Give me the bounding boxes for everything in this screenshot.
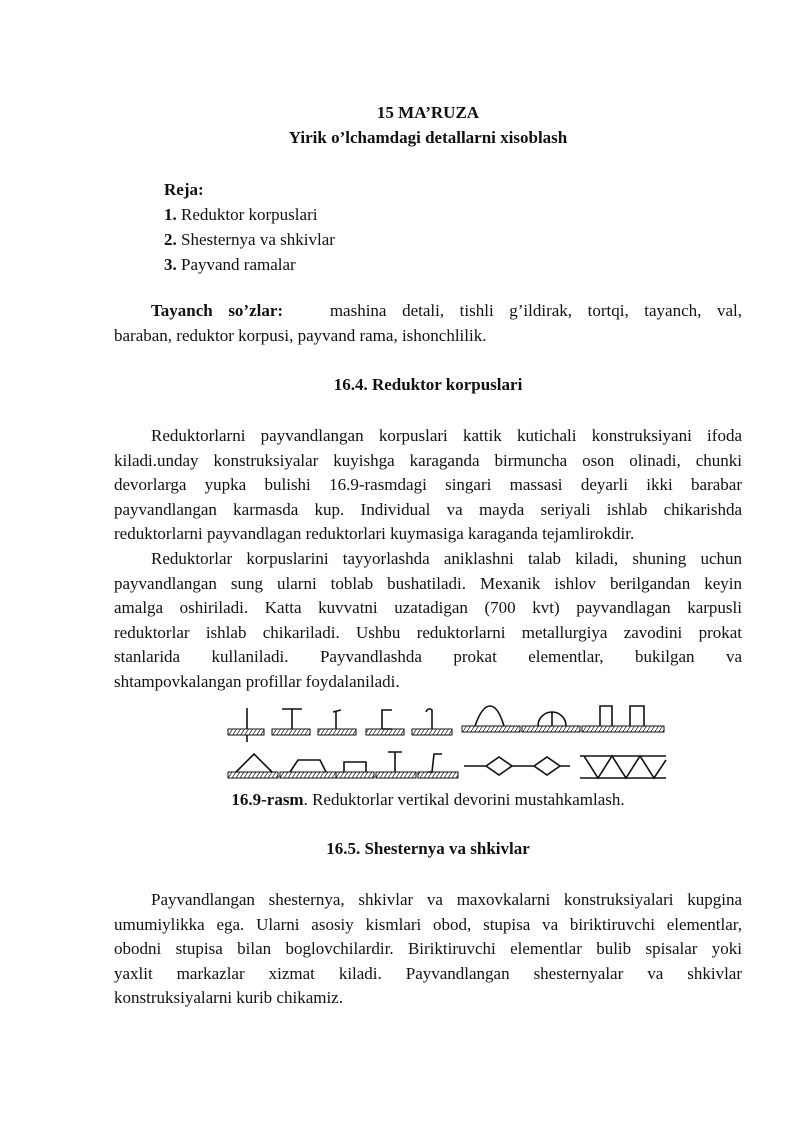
profile-flat-bar: [228, 708, 264, 742]
profile-half-pipe: [522, 712, 580, 732]
profile-zee: [418, 754, 458, 778]
profile-corrugated-truss: [580, 756, 666, 778]
profile-hat-small: [336, 762, 374, 778]
plan-item: 3. Payvand ramalar: [164, 255, 296, 274]
section-heading-reduktor: 16.4. Reduktor korpuslari: [333, 375, 523, 394]
figure-label: 16.9-rasm: [231, 790, 304, 809]
keywords-paragraph: Tayanch so’zlar: mashina detali, tishli g’ildirak, tortqi, tayanch, val, baraban, reduktor korpusi, payvand rama, ishonchlilik.: [114, 301, 742, 345]
paragraph-reduktor-1: Reduktorlarni payvandlangan korpuslari kattik kutichali konstruksiyani ifoda kiladi.unday konstruksiyalar kuyishga karaganda birmuncha oson olinadi, chunki devorlarga yupka bulishi 16.9-rasmdagi singari massasi deyarli ikki barabar payvandlangan karmasda kup. Individual va mayda seriyali ishlab chikarishda reduktorlarni payvandlagan reduktorlari kuymasiga karaganda tejamlirokdir.: [114, 426, 742, 543]
profile-bulb-flat: [412, 709, 452, 735]
plan-item: 2. Shesternya va shkivlar: [164, 230, 335, 249]
section-heading-shesternya: 16.5. Shesternya va shkivlar: [326, 839, 530, 858]
figure-caption: 16.9-rasm. Reduktorlar vertikal devorini mustahkamlash.: [231, 790, 625, 809]
lecture-title: Yirik o’lchamdagi detallarni xisoblash: [288, 128, 568, 147]
profile-inverted-tee: [376, 752, 416, 778]
paragraph-reduktor-2: Reduktorlar korpuslarini tayyorlashda aniklashni talab kiladi, shuning uchun payvandlangan sung ularni toblab bushatiladi. Mexanik ishlov berilgandan keyin amalga oshiriladi. Katta kuvvatni uzatadigan (700 kvt) payvandlagan karpusli reduktorlar ishlab chikariladi. Ushbu reduktorlarni metallurgiya zavodini prokat stanlarida kullaniladi. Payvandlashda prokat elementlar, bukilgan va shtampovkalangan profillar foydalaniladi.: [114, 549, 742, 691]
profile-diamond-tubes: [464, 757, 570, 775]
paragraph-shesternya-1: Payvandlangan shesternya, shkivlar va maxovkalarni konstruksiyalari kupgina umumiylikka ega. Ularni asosiy kismlari obod, stupisa va biriktiruvchi elementlar, obodni stupisa bilan boglovchilardir. Biriktiruvchi elementlar bulib spisalar yoki yaxlit markazlar xizmat kiladi. Payvandlangan shesternyalar va shkivlar konstruksiyalarni kurib chikamiz.: [114, 890, 742, 1007]
profile-hat-pair: [582, 706, 664, 732]
plan-item: 1. Reduktor korpuslari: [164, 205, 318, 224]
plan-label: Reja:: [164, 180, 204, 199]
profile-channel: [366, 710, 404, 735]
profile-trapezoid: [280, 760, 336, 778]
profile-angle-bulb: [318, 710, 356, 735]
keywords-label: Tayanch so’zlar:: [151, 301, 284, 320]
lecture-number: 15 MA’RUZA: [376, 103, 480, 122]
profile-bent-omega: [462, 706, 520, 732]
profile-triangle-cap: [228, 754, 278, 778]
profile-tee: [272, 709, 310, 735]
stiffener-profiles-figure: [220, 700, 670, 786]
